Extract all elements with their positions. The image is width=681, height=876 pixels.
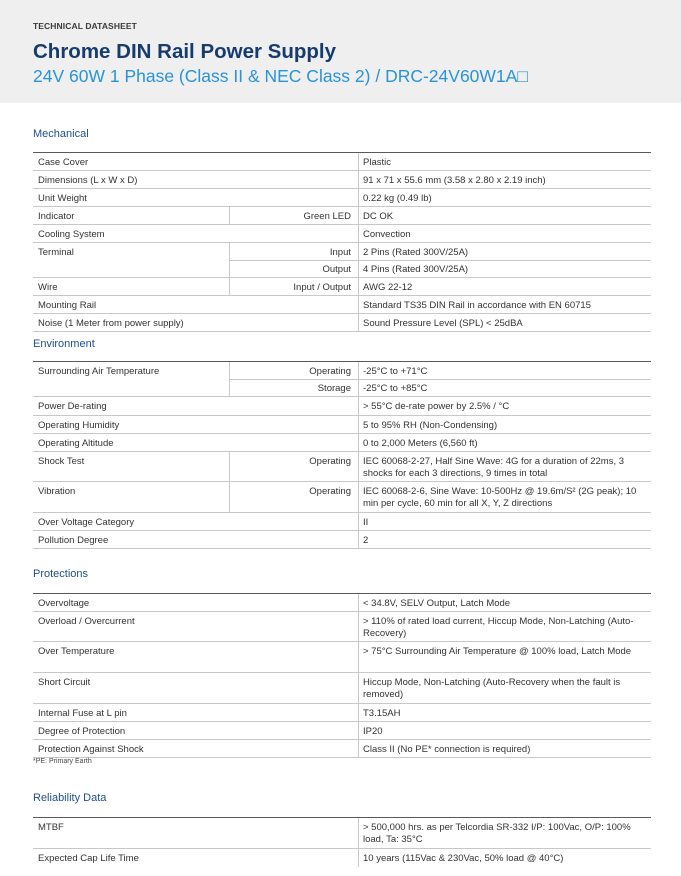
- page-title: Chrome DIN Rail Power Supply: [33, 40, 336, 63]
- row-value: 10 years (115Vac & 230Vac, 50% load @ 40°C): [363, 853, 564, 864]
- section-title-reliability: Reliability Data: [33, 792, 107, 804]
- row-label: Degree of Protection: [38, 726, 126, 737]
- table-row: [33, 415, 651, 433]
- row-value: 2 Pins (Rated 300V/25A): [363, 247, 469, 258]
- row-label: Overload / Overcurrent: [38, 616, 135, 627]
- row-value: Convection: [363, 229, 411, 240]
- row-value: Class II (No PE* connection is required): [363, 744, 531, 755]
- row-value: AWG 22-12: [363, 282, 413, 293]
- table-row: [33, 451, 651, 481]
- reliability-table: [33, 817, 651, 867]
- table-row: [33, 641, 651, 672]
- row-value: > 110% of rated load current, Hiccup Mode, Non-Latching (Auto-Recovery): [363, 616, 634, 639]
- row-value: > 55°C de-rate power by 2.5% / °C: [363, 401, 510, 412]
- row-value: 0.22 kg (0.49 lb): [363, 193, 432, 204]
- table-row: [33, 170, 651, 188]
- row-value: IEC 60068-2-27, Half Sine Wave: 4G for a duration of 22ms, 3 shocks for each 3 directions, 9 times in total: [363, 456, 625, 479]
- row-value: < 34.8V, SELV Output, Latch Mode: [363, 598, 511, 609]
- row-label: Indicator: [38, 211, 75, 222]
- row-label: MTBF: [38, 822, 64, 833]
- footnote: *PE: Primary Earth: [33, 758, 92, 765]
- row-sublabel: Output: [322, 264, 351, 275]
- row-value: T3.15AH: [363, 708, 401, 719]
- row-value: Hiccup Mode, Non-Latching (Auto-Recovery when the fault is removed): [363, 677, 621, 700]
- header-band: [0, 0, 681, 103]
- row-label: Wire: [38, 282, 58, 293]
- table-row: [33, 313, 651, 331]
- row-label: Noise (1 Meter from power supply): [38, 318, 184, 329]
- row-label: Overvoltage: [38, 598, 90, 609]
- row-sublabel: Input: [329, 247, 351, 258]
- row-sublabel: Operating: [309, 366, 351, 377]
- row-sublabel: Storage: [317, 383, 351, 394]
- table-row: [33, 242, 651, 260]
- table-row: [33, 672, 651, 703]
- row-value: 0 to 2,000 Meters (6,560 ft): [363, 438, 478, 449]
- section-title-mechanical: Mechanical: [33, 128, 89, 140]
- mechanical-table: [33, 152, 651, 332]
- row-value: -25°C to +85°C: [363, 383, 428, 394]
- environment-table: [33, 361, 651, 549]
- row-label: Cooling System: [38, 229, 105, 240]
- row-value: IP20: [363, 726, 383, 737]
- row-label: Short Circuit: [38, 677, 91, 688]
- row-label: Operating Altitude: [38, 438, 114, 449]
- row-sublabel: Operating: [309, 456, 351, 467]
- row-value: Sound Pressure Level (SPL) < 25dBA: [363, 318, 523, 329]
- row-label: Case Cover: [38, 157, 89, 168]
- row-value: -25°C to +71°C: [363, 366, 428, 377]
- table-row: [33, 361, 651, 379]
- row-value: 5 to 95% RH (Non-Condensing): [363, 420, 498, 431]
- protections-table: [33, 593, 651, 758]
- table-row: [33, 739, 651, 757]
- table-row: [33, 611, 651, 641]
- row-label: Over Voltage Category: [38, 517, 135, 528]
- row-label: Shock Test: [38, 456, 85, 467]
- section-title-environment: Environment: [33, 338, 95, 350]
- table-row: [33, 817, 651, 848]
- table-row: [33, 260, 651, 277]
- row-label: Unit Weight: [38, 193, 87, 204]
- table-row: [33, 703, 651, 721]
- table-row: [33, 481, 651, 512]
- row-value: Standard TS35 DIN Rail in accordance with EN 60715: [363, 300, 591, 311]
- row-value: IEC 60068-2-6, Sine Wave: 10-500Hz @ 19.6m/S² (2G peak); 10 min per cycle, 60 min for all X, Y, Z directions: [363, 486, 637, 509]
- row-label: Expected Cap Life Time: [38, 853, 139, 864]
- table-row: [33, 379, 651, 396]
- row-label: Internal Fuse at L pin: [38, 708, 127, 719]
- table-row: [33, 188, 651, 206]
- row-label: Vibration: [38, 486, 76, 497]
- row-value: > 75°C Surrounding Air Temperature @ 100% load, Latch Mode: [363, 646, 632, 657]
- row-value: 4 Pins (Rated 300V/25A): [363, 264, 469, 275]
- table-row: [33, 277, 651, 295]
- table-row: [33, 224, 651, 242]
- row-label: Over Temperature: [38, 646, 115, 657]
- row-label: Surrounding Air Temperature: [38, 366, 160, 377]
- page-subtitle: 24V 60W 1 Phase (Class II & NEC Class 2) / DRC-24V60W1A□: [33, 66, 528, 86]
- table-row: [33, 152, 651, 170]
- table-row: [33, 530, 651, 548]
- row-value: DC OK: [363, 211, 394, 222]
- table-row: [33, 512, 651, 530]
- section-title-protections: Protections: [33, 568, 89, 580]
- row-sublabel: Operating: [309, 486, 351, 497]
- row-label: Power De-rating: [38, 401, 107, 412]
- row-value: Plastic: [363, 157, 391, 168]
- row-label: Terminal: [38, 247, 74, 258]
- table-row: [33, 396, 651, 415]
- row-label: Protection Against Shock: [38, 744, 144, 755]
- row-value: 2: [363, 535, 369, 546]
- row-sublabel: Green LED: [303, 211, 351, 222]
- row-value: II: [363, 517, 369, 528]
- table-row: [33, 593, 651, 611]
- table-row: [33, 206, 651, 224]
- row-label: Dimensions (L x W x D): [38, 175, 138, 186]
- row-label: Pollution Degree: [38, 535, 109, 546]
- row-label: Mounting Rail: [38, 300, 97, 311]
- row-value: > 500,000 hrs. as per Telcordia SR-332 I/P: 100Vac, O/P: 100% load, Ta: 35°C: [363, 822, 631, 845]
- table-row: [33, 721, 651, 739]
- row-sublabel: Input / Output: [293, 282, 351, 293]
- table-row: [33, 433, 651, 451]
- table-row: [33, 295, 651, 313]
- doc-type-label: TECHNICAL DATASHEET: [33, 21, 137, 31]
- row-label: Operating Humidity: [38, 420, 120, 431]
- table-row: [33, 848, 651, 867]
- row-value: 91 x 71 x 55.6 mm (3.58 x 2.80 x 2.19 inch): [363, 175, 546, 186]
